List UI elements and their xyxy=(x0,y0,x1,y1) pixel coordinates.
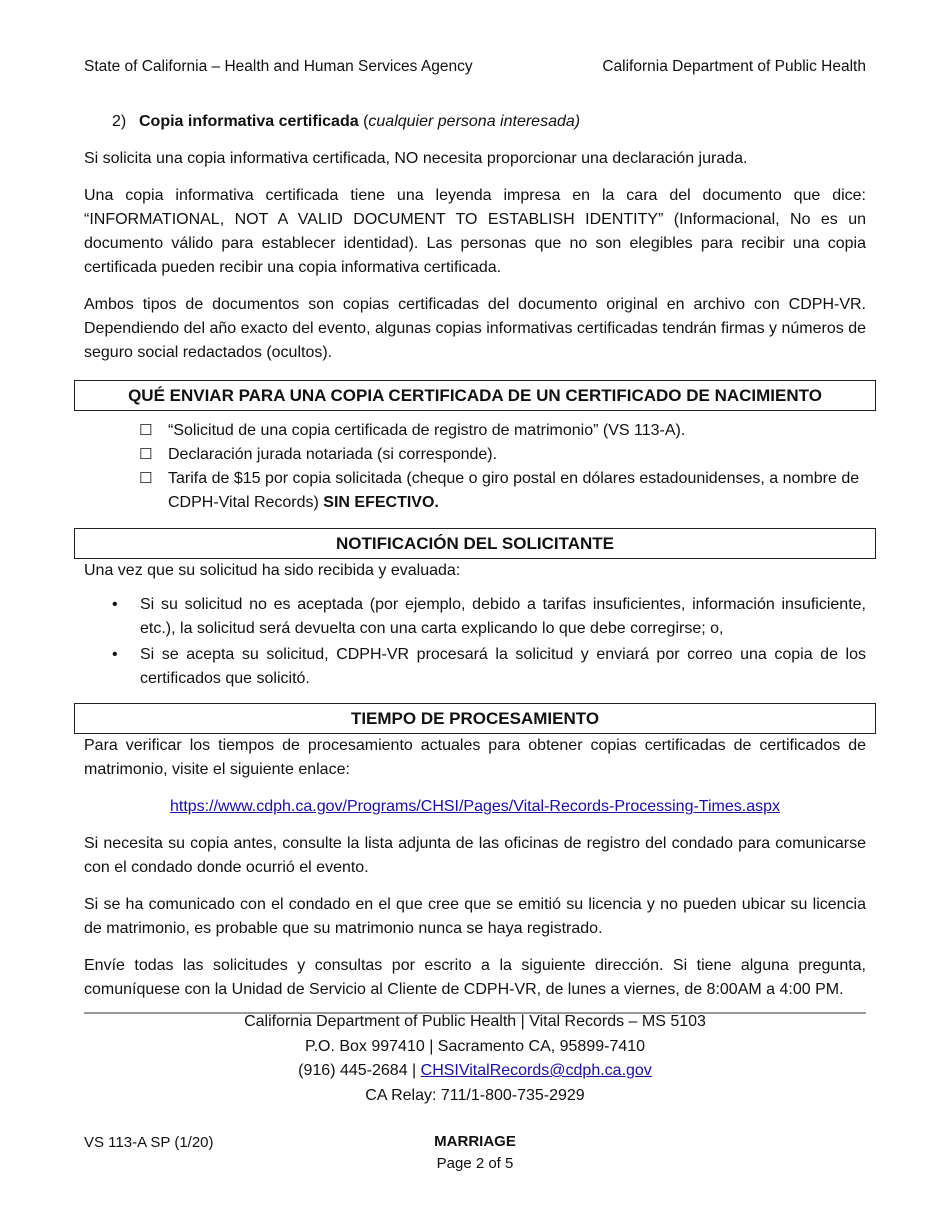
list-item xyxy=(84,593,866,641)
address-line-1: California Department of Public Health | Vital Records – MS 5103 xyxy=(244,1013,706,1030)
mailing-address xyxy=(84,1010,866,1108)
relay-line: CA Relay: 711/1-800-735-2929 xyxy=(365,1086,585,1104)
no-cash-note: SIN EFECTIVO. xyxy=(323,494,439,511)
section-heading-applicant-notification: NOTIFICACIÓN DEL SOLICITANTE xyxy=(74,528,876,559)
paragraph-document-types: Ambos tipos de documentos son copias certificadas del documento original en archivo con CDPH-VR. Dependiendo del año exacto del evento, algunas copias informativas certificadas tendrán firmas y números de seguro social redactados (ocultos). xyxy=(84,296,866,361)
list-item xyxy=(84,443,866,467)
paragraph-license-not-found: Si se ha comunicado con el condado en el que cree que se emitió su licencia y no pueden ubicar su licencia de matrimonio, es probable que su matrimonio nunca se haya registrado. xyxy=(84,896,866,937)
checklist-text: “Solicitud de una copia certificada de registro de matrimonio” (VS 113-A). xyxy=(168,422,686,439)
processing-times-link[interactable]: https://www.cdph.ca.gov/Programs/CHSI/Pages/Vital-Records-Processing-Times.aspx xyxy=(169,798,780,815)
address-contact-line xyxy=(84,1059,866,1084)
processing-times-link-row xyxy=(84,795,866,819)
list-item xyxy=(84,419,866,443)
list-item xyxy=(84,643,866,691)
checklist-text: Tarifa de $15 por copia solicitada (cheque o giro postal en dólares estadounidenses, a nombre de CDPH-Vital Records) xyxy=(168,470,860,511)
item-title: Copia informativa certificada xyxy=(139,113,359,130)
section-heading-what-to-send: QUÉ ENVIAR PARA UNA COPIA CERTIFICADA DE UN CERTIFICADO DE NACIMIENTO xyxy=(74,380,876,411)
checkbox-icon: ☐ xyxy=(139,470,153,487)
item-subtitle: cualquier persona interesada) xyxy=(368,113,581,130)
checklist-text: Declaración jurada notariada (si corresponde). xyxy=(168,446,498,463)
bullet-text: Si se acepta su solicitud, CDPH-VR procesará la solicitud y enviará por correo una copia de los certificados que solicitó. xyxy=(140,646,866,687)
paragraph-informational-legend: Una copia informativa certificada tiene una leyenda impresa en la cara del documento que dice: “INFORMATIONAL, NOT A VALID DOCUMENT TO ESTABLISH IDENTITY” (Informacional, No es un documento válido para establecer identidad). Las personas que no son elegibles para recibir una copia certificada pueden recibir una copia informativa certificada. xyxy=(84,187,866,276)
page-number: Page 2 of 5 xyxy=(436,1155,514,1172)
paragraph-county-offices: Si necesita su copia antes, consulte la lista adjunta de las oficinas de registro del condado para comunicarse con el condado donde ocurrió el evento. xyxy=(84,835,866,876)
header-agency: State of California – Health and Human Services Agency xyxy=(84,58,473,75)
checkbox-icon: ☐ xyxy=(139,422,153,439)
checklist xyxy=(84,419,866,515)
paragraph-contact: Envíe todas las solicitudes y consultas por escrito a la siguiente dirección. Si tiene alguna pregunta, comuníquese con la Unidad de Servicio al Cliente de CDPH-VR, de lunes a viernes, de 8:00AM a 4:00 PM. xyxy=(84,957,866,998)
processing-intro: Para verificar los tiempos de procesamiento actuales para obtener copias certificadas de certificados de matrimonio, visite el siguiente enlace: xyxy=(84,737,866,778)
bullet-icon: • xyxy=(112,596,118,613)
phone-number: (916) 445-2684 | xyxy=(298,1062,421,1079)
paragraph-no-affidavit: Si solicita una copia informativa certificada, NO necesita proporcionar una declaración jurada. xyxy=(84,150,748,167)
email-link[interactable]: CHSIVitalRecords@cdph.ca.gov xyxy=(420,1062,652,1079)
item-open-paren: ( xyxy=(358,113,369,130)
list-item xyxy=(84,467,866,515)
bullet-list xyxy=(84,593,866,691)
header-department: California Department of Public Health xyxy=(602,58,866,75)
address-line-2: P.O. Box 997410 | Sacramento CA, 95899-7410 xyxy=(304,1037,646,1055)
item-number: 2) xyxy=(112,113,127,130)
footer-center xyxy=(84,1131,866,1175)
checkbox-icon: ☐ xyxy=(139,446,153,463)
page-content xyxy=(84,110,866,1014)
section-heading-processing-time: TIEMPO DE PROCESAMIENTO xyxy=(74,703,876,734)
bullet-text: Si su solicitud no es aceptada (por ejemplo, debido a tarifas insuficientes, información insuficiente, etc.), la solicitud será devuelta con una carta explicando lo que debe corregirse; o, xyxy=(140,596,866,637)
notification-intro: Una vez que su solicitud ha sido recibida y evaluada: xyxy=(84,562,461,579)
form-category: MARRIAGE xyxy=(434,1133,516,1150)
form-id: VS 113-A SP (1/20) xyxy=(84,1134,214,1151)
item-2-heading xyxy=(84,110,866,134)
page-header xyxy=(84,55,866,79)
bullet-icon: • xyxy=(112,646,118,663)
